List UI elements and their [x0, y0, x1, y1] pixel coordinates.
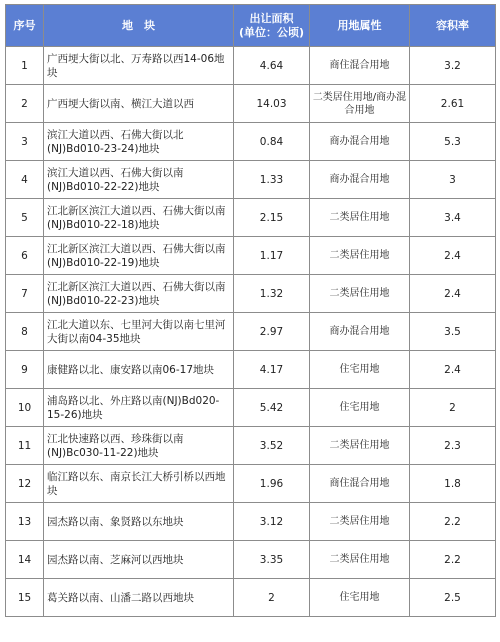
row-no-cell: 14	[6, 541, 44, 579]
row-land-use-cell: 二类居住用地	[310, 503, 410, 541]
table-row	[6, 199, 496, 237]
row-far-cell: 5.3	[410, 123, 496, 161]
row-area-cell: 4.64	[234, 47, 310, 85]
row-area-cell: 14.03	[234, 85, 310, 123]
row-area-cell: 3.35	[234, 541, 310, 579]
row-land-use-cell: 商住混合用地	[310, 465, 410, 503]
row-far-cell: 3.2	[410, 47, 496, 85]
row-location-cell: 江北大道以东、七里河大街以南七里河大街以南04-35地块	[44, 313, 234, 351]
row-land-use-cell: 商办混合用地	[310, 161, 410, 199]
table-row	[6, 427, 496, 465]
row-area-cell: 4.17	[234, 351, 310, 389]
row-no-cell: 2	[6, 85, 44, 123]
row-no-cell: 13	[6, 503, 44, 541]
table-row	[6, 579, 496, 617]
row-location-cell: 广西埂大街以北、万寿路以西14-06地块	[44, 47, 234, 85]
row-no-cell: 8	[6, 313, 44, 351]
row-area-cell: 3.52	[234, 427, 310, 465]
row-area-cell: 0.84	[234, 123, 310, 161]
row-land-use-cell: 二类居住用地	[310, 237, 410, 275]
row-no-cell: 10	[6, 389, 44, 427]
row-no-cell: 5	[6, 199, 44, 237]
header-area: 出让面积 (单位：公顷)	[234, 5, 310, 47]
row-no-cell: 4	[6, 161, 44, 199]
table-row	[6, 313, 496, 351]
row-no-cell: 12	[6, 465, 44, 503]
row-no-cell: 1	[6, 47, 44, 85]
row-no-cell: 7	[6, 275, 44, 313]
row-location-cell: 园杰路以南、芝麻河以西地块	[44, 541, 234, 579]
row-land-use-cell: 二类居住用地	[310, 427, 410, 465]
row-far-cell: 3	[410, 161, 496, 199]
row-far-cell: 2.4	[410, 351, 496, 389]
header-location: 地 块	[44, 5, 234, 47]
table-row	[6, 389, 496, 427]
table-row	[6, 541, 496, 579]
row-area-cell: 3.12	[234, 503, 310, 541]
row-far-cell: 2	[410, 389, 496, 427]
row-land-use-cell: 住宅用地	[310, 389, 410, 427]
row-land-use-cell: 二类居住用地	[310, 541, 410, 579]
row-location-cell: 江北新区滨江大道以西、石佛大街以南(NJ)Bd010-22-18)地块	[44, 199, 234, 237]
table-row	[6, 275, 496, 313]
table-row	[6, 503, 496, 541]
row-land-use-cell: 二类居住用地	[310, 275, 410, 313]
row-location-cell: 江北快速路以西、珍珠街以南(NJ)Bc030-11-22)地块	[44, 427, 234, 465]
row-area-cell: 2	[234, 579, 310, 617]
row-location-cell: 滨江大道以西、石佛大街以北(NJ)Bd010-23-24)地块	[44, 123, 234, 161]
row-location-cell: 葛关路以南、山潘二路以西地块	[44, 579, 234, 617]
table-row	[6, 47, 496, 85]
table-row	[6, 237, 496, 275]
land-table-container	[5, 4, 495, 617]
row-location-cell: 江北新区滨江大道以西、石佛大街以南(NJ)Bd010-22-19)地块	[44, 237, 234, 275]
row-location-cell: 滨江大道以西、石佛大街以南(NJ)Bd010-22-22)地块	[44, 161, 234, 199]
row-no-cell: 15	[6, 579, 44, 617]
row-area-cell: 5.42	[234, 389, 310, 427]
row-area-cell: 1.96	[234, 465, 310, 503]
row-far-cell: 3.4	[410, 199, 496, 237]
row-location-cell: 临江路以东、南京长江大桥引桥以西地块	[44, 465, 234, 503]
row-far-cell: 2.2	[410, 503, 496, 541]
row-far-cell: 2.5	[410, 579, 496, 617]
row-land-use-cell: 商办混合用地	[310, 313, 410, 351]
row-far-cell: 2.4	[410, 275, 496, 313]
row-far-cell: 2.61	[410, 85, 496, 123]
row-area-cell: 2.97	[234, 313, 310, 351]
land-auction-table	[5, 4, 496, 617]
row-location-cell: 园杰路以南、象贤路以东地块	[44, 503, 234, 541]
table-body	[6, 47, 496, 617]
row-far-cell: 1.8	[410, 465, 496, 503]
table-row	[6, 85, 496, 123]
row-location-cell: 广西埂大街以南、横江大道以西	[44, 85, 234, 123]
table-row	[6, 123, 496, 161]
header-no: 序号	[6, 5, 44, 47]
row-land-use-cell: 二类居住用地	[310, 199, 410, 237]
table-header-row	[6, 5, 496, 47]
row-no-cell: 9	[6, 351, 44, 389]
row-far-cell: 3.5	[410, 313, 496, 351]
row-land-use-cell: 商住混合用地	[310, 47, 410, 85]
row-far-cell: 2.2	[410, 541, 496, 579]
row-area-cell: 1.32	[234, 275, 310, 313]
row-area-cell: 2.15	[234, 199, 310, 237]
row-location-cell: 康健路以北、康安路以南06-17地块	[44, 351, 234, 389]
row-location-cell: 浦岛路以北、外庄路以南(NJ)Bd020-15-26)地块	[44, 389, 234, 427]
row-land-use-cell: 住宅用地	[310, 351, 410, 389]
row-no-cell: 11	[6, 427, 44, 465]
row-no-cell: 3	[6, 123, 44, 161]
row-area-cell: 1.17	[234, 237, 310, 275]
row-land-use-cell: 二类居住用地/商办混合用地	[310, 85, 410, 123]
row-area-cell: 1.33	[234, 161, 310, 199]
row-no-cell: 6	[6, 237, 44, 275]
row-land-use-cell: 住宅用地	[310, 579, 410, 617]
table-row	[6, 351, 496, 389]
table-row	[6, 465, 496, 503]
row-location-cell: 江北新区滨江大道以西、石佛大街以南(NJ)Bd010-22-23)地块	[44, 275, 234, 313]
header-land-use: 用地属性	[310, 5, 410, 47]
header-far: 容积率	[410, 5, 496, 47]
row-far-cell: 2.3	[410, 427, 496, 465]
table-row	[6, 161, 496, 199]
row-land-use-cell: 商办混合用地	[310, 123, 410, 161]
row-far-cell: 2.4	[410, 237, 496, 275]
